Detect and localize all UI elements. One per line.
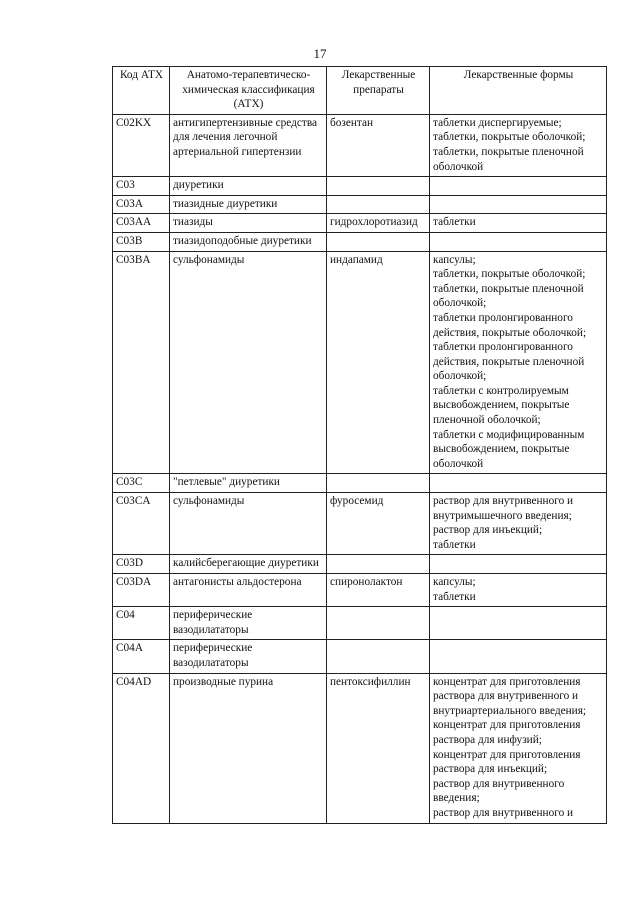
dosage-form-line: таблетки пролонгированного действия, покрытые пленочной оболочкой; (433, 341, 585, 383)
cell-classification: тиазидные диуретики (170, 195, 327, 214)
cell-classification: производные пурина (170, 673, 327, 823)
dosage-form-line: таблетки, покрытые оболочкой; (433, 131, 586, 144)
dosage-form-line: таблетки с модифицированным высвобождением, покрытые оболочкой (433, 428, 585, 470)
cell-code: C02KX (113, 114, 170, 176)
cell-forms (430, 555, 607, 574)
table-row (113, 607, 607, 640)
table-row (113, 214, 607, 233)
cell-forms (430, 474, 607, 493)
cell-drug: индапамид (327, 251, 430, 474)
table-header-row (113, 67, 607, 115)
cell-code: C03C (113, 474, 170, 493)
cell-drug: пентоксифиллин (327, 673, 430, 823)
table-row (113, 251, 607, 474)
cell-classification: периферические вазодилататоры (170, 640, 327, 673)
cell-forms (430, 574, 607, 607)
cell-drug (327, 555, 430, 574)
table-row (113, 574, 607, 607)
dosage-form-line: таблетки диспергируемые; (433, 116, 562, 129)
dosage-form-line: таблетки (433, 590, 476, 603)
cell-classification: диуретики (170, 177, 327, 196)
dosage-form-line: таблетки, покрытые оболочкой; (433, 268, 586, 281)
cell-forms (430, 640, 607, 673)
cell-classification: сульфонамиды (170, 251, 327, 474)
dosage-form-line: раствор для внутривенного и (433, 806, 574, 819)
cell-drug (327, 177, 430, 196)
cell-drug: спиронолактон (327, 574, 430, 607)
cell-classification: тиазиды (170, 214, 327, 233)
cell-forms (430, 114, 607, 176)
header-forms: Лекарственные формы (430, 67, 607, 115)
atx-table (112, 66, 607, 824)
cell-code: C03A (113, 195, 170, 214)
dosage-form-line: таблетки с контролируемым высвобождением, покрытые пленочной оболочкой; (433, 384, 570, 427)
cell-classification: "петлевые" диуретики (170, 474, 327, 493)
dosage-form-line: таблетки (433, 538, 476, 551)
cell-forms (430, 607, 607, 640)
table-row (113, 493, 607, 555)
dosage-form-line: капсулы; (433, 576, 476, 588)
cell-classification: антагонисты альдостерона (170, 574, 327, 607)
dosage-form-line: капсулы; (433, 253, 476, 266)
cell-drug: гидрохлоротиазид (327, 214, 430, 233)
cell-code: C03CA (113, 493, 170, 555)
cell-classification: периферические вазодилататоры (170, 607, 327, 640)
cell-code: C03BA (113, 251, 170, 474)
dosage-form-line: таблетки, покрытые пленочной оболочкой (433, 145, 584, 173)
page-number: 17 (313, 46, 327, 61)
cell-drug (327, 640, 430, 673)
table-row (113, 232, 607, 251)
cell-forms (430, 214, 607, 233)
cell-forms (430, 177, 607, 196)
cell-drug: бозентан (327, 114, 430, 176)
cell-code: C03AA (113, 214, 170, 233)
cell-code: C04AD (113, 673, 170, 823)
table-row (113, 195, 607, 214)
cell-drug (327, 607, 430, 640)
table-row (113, 640, 607, 673)
dosage-form-line: таблетки, покрытые пленочной оболочкой; (433, 282, 584, 310)
dosage-form-line: таблетки пролонгированного действия, покрытые оболочкой; (433, 311, 587, 339)
cell-classification: антигипертензивные средства для лечения легочной артериальной гипертензии (170, 114, 327, 176)
cell-code: C03DA (113, 574, 170, 607)
dosage-form-line: концентрат для приготовления раствора для инъекций; (433, 748, 581, 776)
dosage-form-line: раствор для внутривенного введения; (433, 777, 565, 805)
cell-drug: фуросемид (327, 493, 430, 555)
dosage-form-line: раствор для внутривенного и внутримышечного введения; (433, 495, 574, 522)
table-row (113, 673, 607, 823)
header-drugs: Лекарственные препараты (327, 67, 430, 115)
cell-classification: калийсберегающие диуретики (170, 555, 327, 574)
cell-code: C04 (113, 607, 170, 640)
cell-forms (430, 195, 607, 214)
dosage-form-line: концентрат для приготовления раствора для внутривенного и внутриартериального введения; (433, 675, 587, 717)
cell-classification: сульфонамиды (170, 493, 327, 555)
cell-forms (430, 251, 607, 474)
table-row (113, 555, 607, 574)
table-row (113, 114, 607, 176)
dosage-form-line: раствор для инъекций; (433, 524, 543, 537)
table-row (113, 474, 607, 493)
header-classification: Анатомо-терапевтическо-химическая классификация (АТХ) (170, 67, 327, 115)
table-body (113, 114, 607, 823)
cell-drug (327, 195, 430, 214)
cell-drug (327, 474, 430, 493)
cell-classification: тиазидоподобные диуретики (170, 232, 327, 251)
dosage-form-line: таблетки (433, 216, 476, 229)
cell-forms (430, 232, 607, 251)
header-code: Код АТХ (113, 67, 170, 115)
dosage-form-line: концентрат для приготовления раствора для инфузий; (433, 719, 581, 746)
cell-forms (430, 673, 607, 823)
cell-drug (327, 232, 430, 251)
cell-code: C03 (113, 177, 170, 196)
cell-code: C03B (113, 232, 170, 251)
cell-forms (430, 493, 607, 555)
table-row (113, 177, 607, 196)
cell-code: C04A (113, 640, 170, 673)
cell-code: C03D (113, 555, 170, 574)
